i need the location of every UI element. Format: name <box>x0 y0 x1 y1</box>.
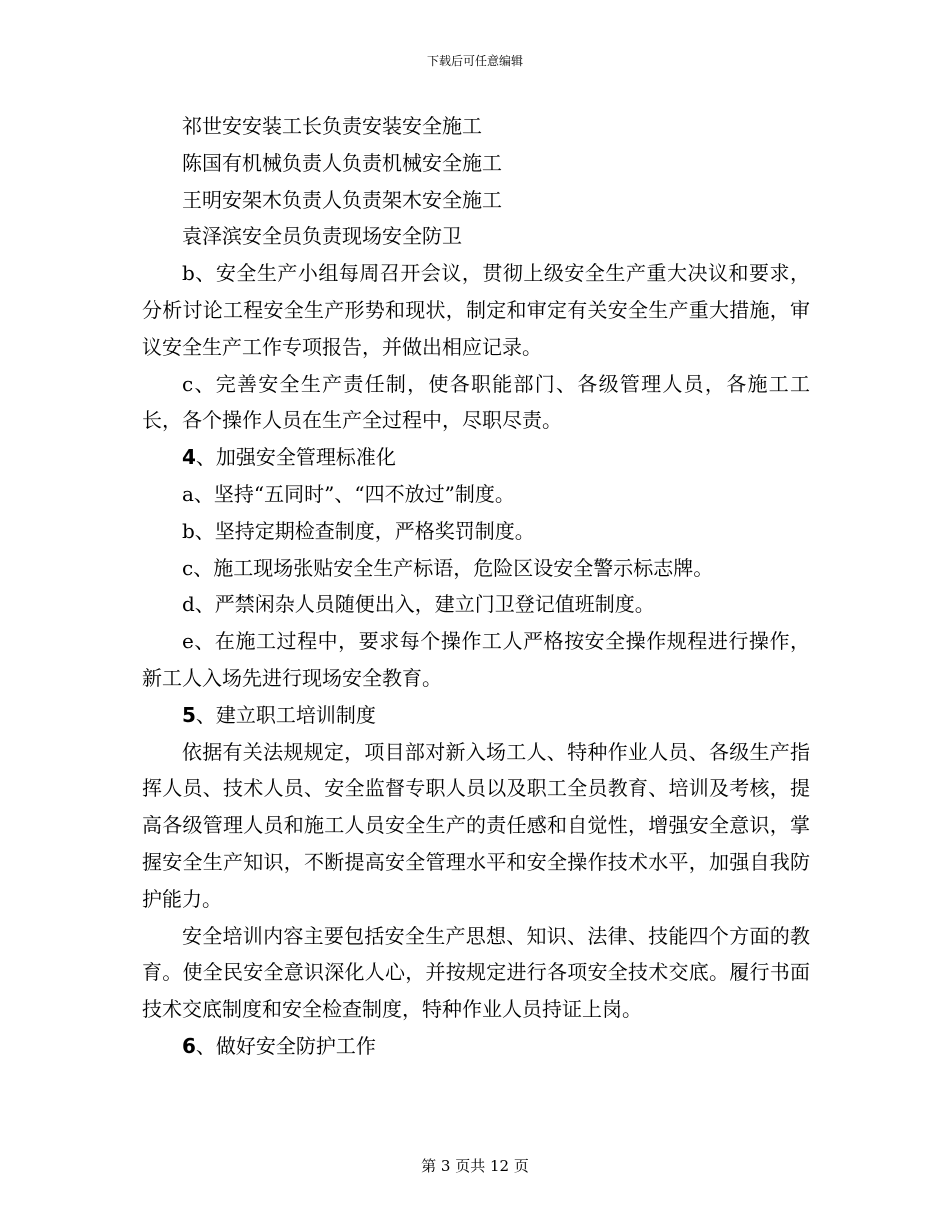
section-title: 、建立职工培训制度 <box>195 702 376 727</box>
paragraph-4: 袁泽滨安全员负责现场安全防卫 <box>182 224 462 249</box>
paragraph-3: 王明安架木负责人负责架木安全施工 <box>182 187 502 212</box>
paragraph-12: e、在施工过程中，要求每个操作工人严格按安全操作规程进行操作，新工人入场先进行现场安全教育。 <box>142 629 810 690</box>
paragraph-2: 陈国有机械负责人负责机械安全施工 <box>182 150 502 175</box>
paragraph-6: c、完善安全生产责任制，使各职能部门、各级管理人员，各施工工长，各个操作人员在生产全过程中，尽职尽责。 <box>142 371 810 433</box>
paragraph-9: b、坚持定期检查制度，严格奖罚制度。 <box>182 518 535 543</box>
paragraph-5: b、安全生产小组每周召开会议，贯彻上级安全生产重大决议和要求，分析讨论工程安全生产形势和现状，制定和审定有关安全生产重大措施，审议安全生产工作专项报告，并做出相应记录。 <box>142 261 810 359</box>
section-heading-5 <box>142 697 810 734</box>
section-number: 4 <box>182 445 196 470</box>
paragraph-14: 依据有关法规规定，项目部对新入场工人、特种作业人员、各级生产指挥人员、技术人员、安全监督专职人员以及职工全员教育、培训及考核，提高各级管理人员和施工人员安全生产的责任感和自觉性，增强安全意识，掌握安全生产知识，不断提高安全管理水平和安全操作技术水平，加强自我防护能力。 <box>142 739 810 911</box>
paragraph-11: d、严禁闲杂人员随便出入，建立门卫登记值班制度。 <box>182 592 655 617</box>
document-body <box>142 108 810 1065</box>
paragraph-10: c、施工现场张贴安全生产标语，危险区设安全警示标志牌。 <box>182 555 714 580</box>
section-heading-6 <box>142 1028 810 1065</box>
section-title: 、加强安全管理标准化 <box>195 445 396 470</box>
section-heading-4 <box>142 439 810 476</box>
paragraph-15: 安全培训内容主要包括安全生产思想、知识、法律、技能四个方面的教育。使全民安全意识深化人心，并按规定进行各项安全技术交底。履行书面技术交底制度和安全检查制度，特种作业人员持证上岗。 <box>142 923 810 1022</box>
page-number-footer: 第 3 页共 12 页 <box>421 1157 529 1175</box>
paragraph-1: 祁世安安装工长负责安装安全施工 <box>182 114 482 138</box>
section-number: 6 <box>182 1033 196 1058</box>
section-title: 、做好安全防护工作 <box>195 1033 376 1058</box>
section-number: 5 <box>182 702 196 727</box>
page-header-note: 下载后可任意编辑 <box>426 54 523 68</box>
paragraph-8: a、坚持“五同时”、“四不放过”制度。 <box>182 481 515 506</box>
